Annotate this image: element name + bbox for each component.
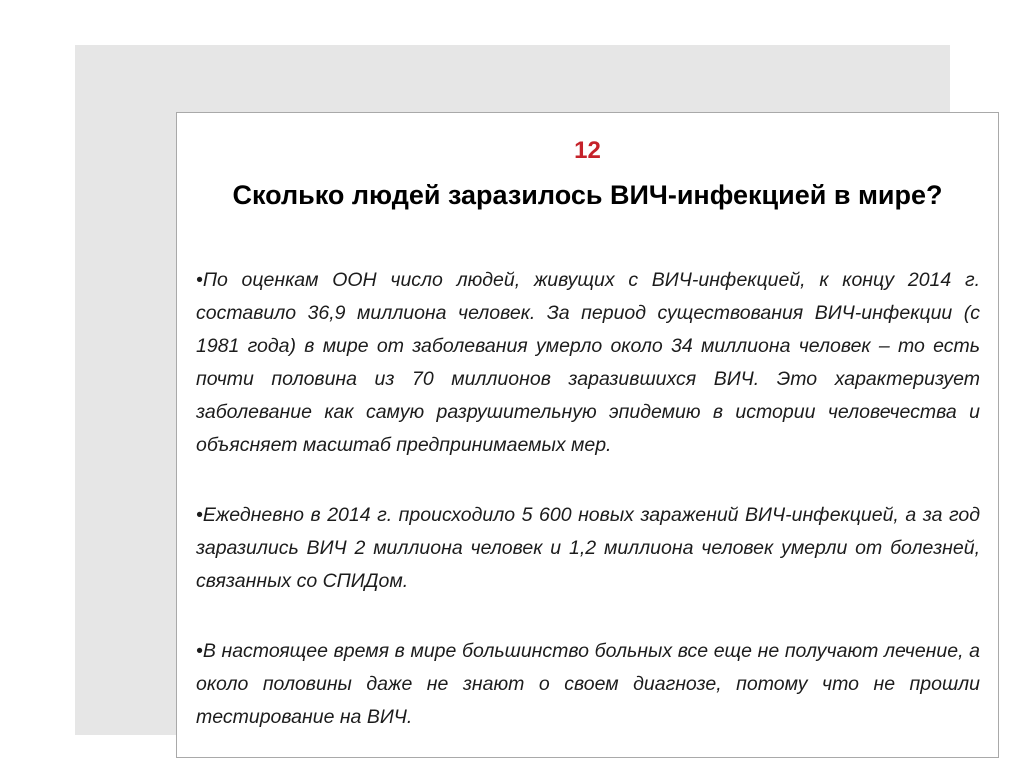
slide-paragraph: •По оценкам ООН число людей, живущих с ВИЧ-инфекцией, к концу 2014 г. составило 36,9 миллиона человек. За период существования ВИЧ-инфекции (с 1981 года) в мире от заболевания умерло около 34 миллиона человек – то есть почти половина из 70 миллионов заразившихся ВИЧ. Это характеризует заболевание как самую разрушительную эпидемию в истории человечества и объясняет масштаб предпринимаемых мер. <box>196 269 980 456</box>
slide <box>176 112 999 758</box>
slide-number: 12 <box>574 137 601 164</box>
slide-body <box>196 264 980 734</box>
slide-title: Сколько людей заразилось ВИЧ-инфекцией в мире? <box>232 180 943 210</box>
slide-paragraph: •В настоящее время в мире большинство больных все еще не получают лечение, а около половины даже не знают о своем диагнозе, потому что не прошли тестирование на ВИЧ. <box>196 640 980 728</box>
slide-paragraph: •Ежедневно в 2014 г. происходило 5 600 новых заражений ВИЧ-инфекцией, а за год заразились ВИЧ 2 миллиона человек и 1,2 миллиона человек умерли от болезней, связанных со СПИДом. <box>196 504 980 592</box>
slide-viewer-panel <box>75 45 980 735</box>
